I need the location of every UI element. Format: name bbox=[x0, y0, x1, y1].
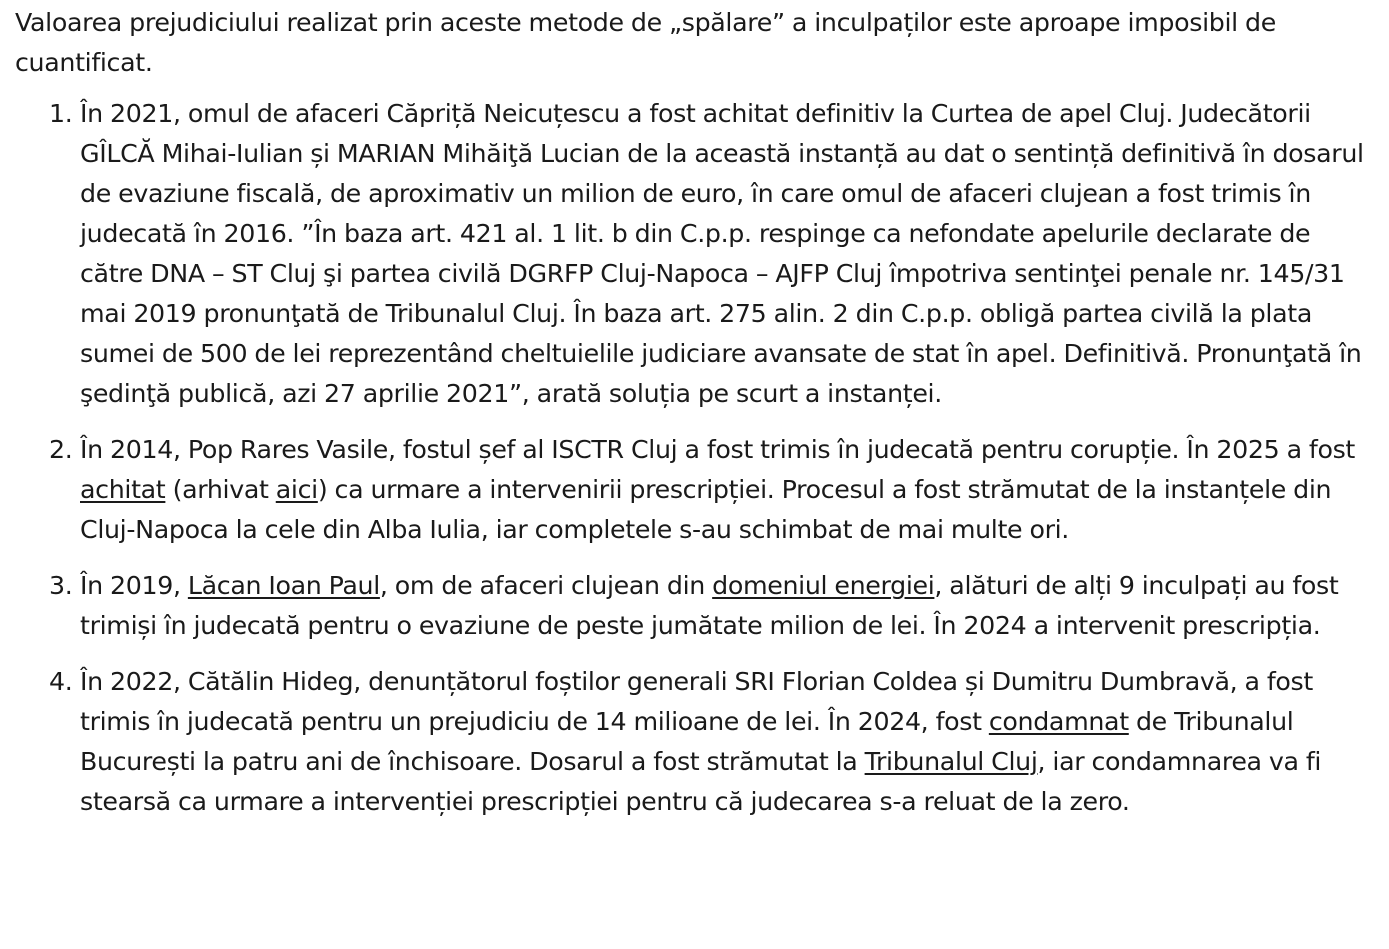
list-item-text: ) ca urmare a intervenirii prescripției. Procesul a fost strămutat de la instanțele din Cluj-Napoca la cele din Alba Iulia, iar completele s-au schimbat de mai multe ori. bbox=[80, 475, 1332, 544]
list-item-text: În 2021, omul de afaceri Căpriță Neicuțescu a fost achitat definitiv la Curtea de apel Cluj. Judecătorii GÎLCĂ Mihai-Iulian și MARIAN Mihăiţă Lucian de la această instanță au dat o sentință definitivă în dosarul de evaziune fiscală, de aproximativ un milion de euro, în care omul de afaceri clujean a fost trimis în judecată în 2016. ”În baza art. 421 al. 1 lit. b din C.p.p. respinge ca nefondate apelurile declarate de către DNA – ST Cluj şi partea civilă DGRFP Cluj-Napoca – AJFP Cluj împotriva sentinţei penale nr. 145/31 mai 2019 pronunţată de Tribunalul Cluj. În baza art. 275 alin. 2 din C.p.p. obligă partea civilă la plata sumei de 500 de lei reprezentând cheltuielile judiciare avansate de stat în apel. Definitivă. Pronunţată în şedinţă publică, azi 27 aprilie 2021”, arată soluția pe scurt a instanței. bbox=[80, 99, 1364, 408]
person-link[interactable]: Lăcan Ioan Paul bbox=[187, 571, 380, 600]
list-item-text: În 2014, Pop Rares Vasile, fostul șef al ISCTR Cluj a fost trimis în judecată pentru corupție. În 2025 a fost bbox=[80, 435, 1355, 464]
intro-paragraph: Valoarea prejudiciului realizat prin aceste metode de „spălare” a inculpaților este aproape imposibil de cuantificat. bbox=[15, 8, 1276, 77]
list-item-number: 4. bbox=[49, 667, 73, 696]
list-item-text: , iar condamnarea va fi stearsă ca urmare a intervenției prescripției pentru că judecarea s-a reluat de la zero. bbox=[80, 747, 1322, 816]
list-item bbox=[15, 430, 1373, 550]
numbered-list bbox=[15, 94, 1373, 822]
list-item-number: 1. bbox=[49, 99, 73, 128]
condamnat-link[interactable]: condamnat bbox=[988, 707, 1129, 736]
list-item bbox=[15, 566, 1373, 646]
energy-domain-link[interactable]: domeniul energiei bbox=[712, 571, 935, 600]
list-item-text: (arhivat bbox=[165, 475, 276, 504]
list-item-text: , om de afaceri clujean din bbox=[379, 571, 713, 600]
list-item-text: În 2019, bbox=[80, 571, 188, 600]
list-item-text: de Tribunalul București la patru ani de închisoare. Dosarul a fost strămutat la bbox=[80, 707, 1294, 776]
list-item-number: 2. bbox=[49, 435, 73, 464]
list-item-text: , alături de alți 9 inculpați au fost trimiși în judecată pentru o evaziune de peste jumătate milion de lei. În 2024 a intervenit prescripția. bbox=[80, 571, 1339, 640]
list-item bbox=[15, 662, 1373, 822]
archive-link[interactable]: aici bbox=[275, 475, 318, 504]
achitat-link[interactable]: achitat bbox=[80, 475, 166, 504]
list-item-number: 3. bbox=[49, 571, 73, 600]
tribunal-link[interactable]: Tribunalul Cluj bbox=[864, 747, 1038, 776]
list-item bbox=[15, 94, 1373, 414]
list-item-text: În 2022, Cătălin Hideg, denunțătorul foștilor generali SRI Florian Coldea și Dumitru Dumbravă, a fost trimis în judecată pentru un prejudiciu de 14 milioane de lei. În 2024, fost bbox=[80, 667, 1313, 736]
